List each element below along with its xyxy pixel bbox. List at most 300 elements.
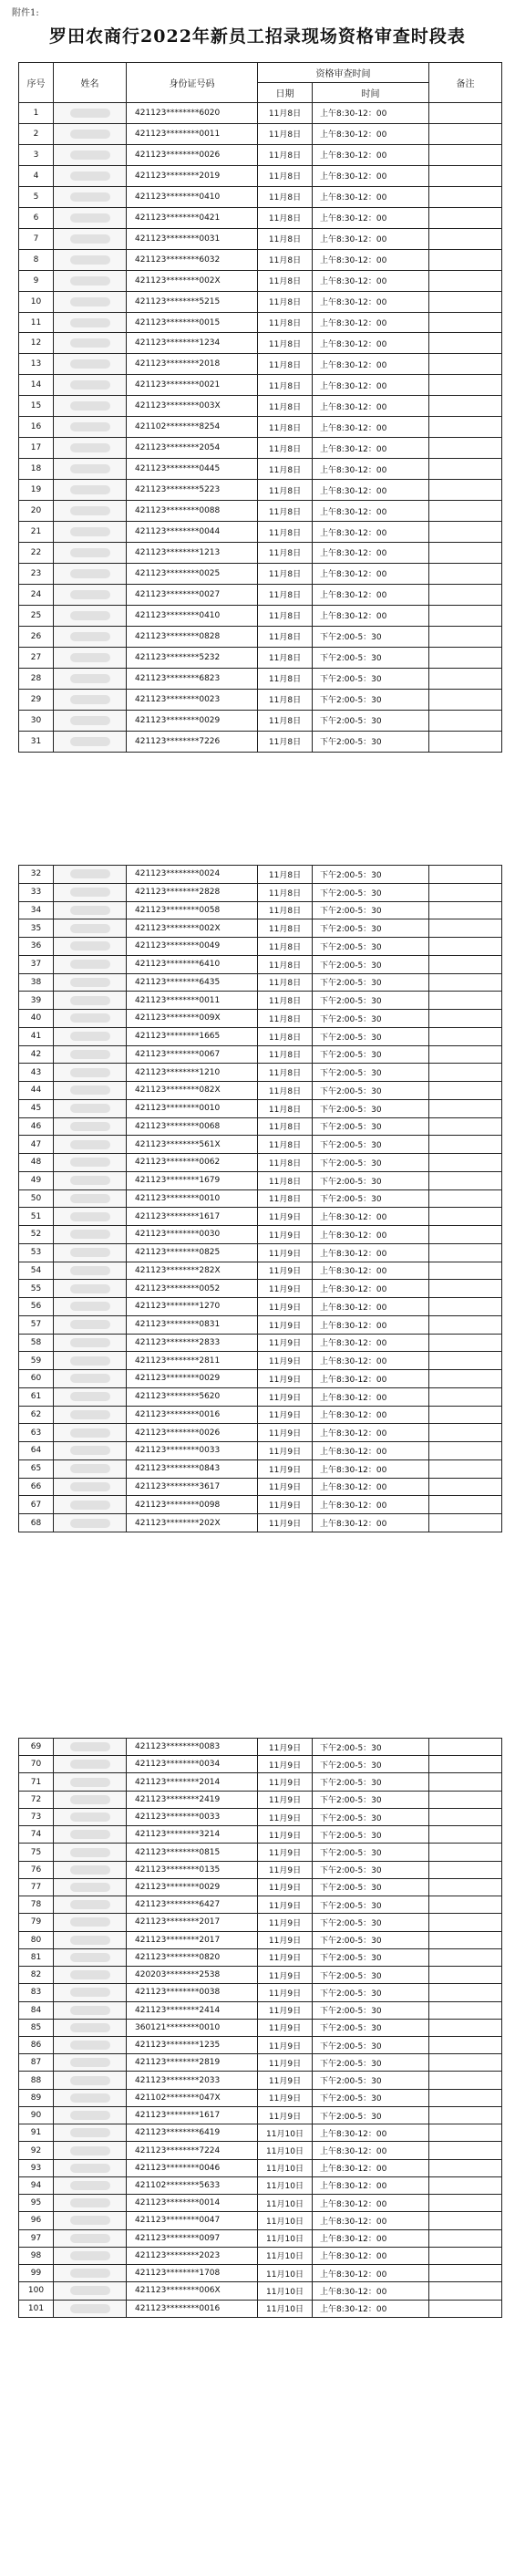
row-date: 11月8日 bbox=[258, 270, 313, 291]
redacted-name-blur bbox=[70, 1356, 110, 1366]
row-name-redacted bbox=[54, 1064, 127, 1082]
row-name-redacted bbox=[54, 543, 127, 564]
row-time: 下午2:00-5：30 bbox=[313, 1826, 429, 1844]
row-name-redacted bbox=[54, 207, 127, 228]
row-seq: 5 bbox=[19, 186, 54, 207]
row-time: 下午2:00-5：30 bbox=[313, 1914, 429, 1931]
row-note bbox=[429, 901, 502, 919]
row-note bbox=[429, 123, 502, 144]
redacted-name-blur bbox=[70, 941, 110, 950]
row-date: 11月9日 bbox=[258, 1496, 313, 1514]
row-name-redacted bbox=[54, 1844, 127, 1861]
row-time: 下午2:00-5：30 bbox=[313, 1791, 429, 1808]
row-date: 11月8日 bbox=[258, 1189, 313, 1208]
row-id-number: 421123********0038 bbox=[127, 1984, 258, 2001]
row-id-number: 421123********009X bbox=[127, 1010, 258, 1028]
table-row bbox=[19, 605, 502, 626]
redacted-name-blur bbox=[70, 401, 110, 410]
row-date: 11月8日 bbox=[258, 919, 313, 938]
table-row bbox=[19, 2019, 502, 2036]
row-id-number: 421123********0033 bbox=[127, 1442, 258, 1460]
row-seq: 1 bbox=[19, 103, 54, 124]
row-name-redacted bbox=[54, 1478, 127, 1496]
row-time: 上午8:30-12：00 bbox=[313, 2229, 429, 2247]
redacted-name-blur bbox=[70, 653, 110, 662]
redacted-name-blur bbox=[70, 611, 110, 620]
row-note bbox=[429, 1027, 502, 1045]
row-note bbox=[429, 563, 502, 584]
row-id-number: 421123********0024 bbox=[127, 866, 258, 884]
redacted-name-blur bbox=[70, 2023, 110, 2032]
row-name-redacted bbox=[54, 1154, 127, 1172]
row-id-number: 421123********0027 bbox=[127, 584, 258, 605]
row-id-number: 421123********5223 bbox=[127, 480, 258, 501]
row-time: 下午2:00-5：30 bbox=[313, 1154, 429, 1172]
row-date: 11月8日 bbox=[258, 973, 313, 992]
table-row bbox=[19, 1442, 502, 1460]
row-seq: 28 bbox=[19, 668, 54, 689]
table-row bbox=[19, 165, 502, 186]
row-time: 下午2:00-5：30 bbox=[313, 1931, 429, 1948]
row-name-redacted bbox=[54, 438, 127, 459]
redacted-name-blur bbox=[70, 1050, 110, 1059]
row-id-number: 421123********6020 bbox=[127, 103, 258, 124]
row-seq: 97 bbox=[19, 2229, 54, 2247]
redacted-name-blur bbox=[70, 674, 110, 683]
row-seq: 70 bbox=[19, 1756, 54, 1773]
table-row bbox=[19, 1791, 502, 1808]
row-time: 下午2:00-5：30 bbox=[313, 973, 429, 992]
row-seq: 24 bbox=[19, 584, 54, 605]
row-date: 11月8日 bbox=[258, 312, 313, 333]
row-seq: 95 bbox=[19, 2195, 54, 2212]
row-note bbox=[429, 1352, 502, 1370]
row-time: 上午8:30-12：00 bbox=[313, 1459, 429, 1478]
row-time: 上午8:30-12：00 bbox=[313, 522, 429, 543]
table-row bbox=[19, 1459, 502, 1478]
table-row bbox=[19, 1756, 502, 1773]
row-seq: 88 bbox=[19, 2072, 54, 2089]
table-row bbox=[19, 375, 502, 396]
table-row bbox=[19, 1280, 502, 1298]
table-row bbox=[19, 522, 502, 543]
table-row bbox=[19, 228, 502, 249]
redacted-name-blur bbox=[70, 2058, 110, 2067]
row-date: 11月10日 bbox=[258, 2282, 313, 2300]
redacted-name-blur bbox=[70, 1032, 110, 1041]
row-note bbox=[429, 1896, 502, 1914]
row-note bbox=[429, 354, 502, 375]
row-name-redacted bbox=[54, 2124, 127, 2142]
row-seq: 49 bbox=[19, 1171, 54, 1189]
table-row bbox=[19, 1739, 502, 1756]
page-title: 罗田农商行2022年新员工招录现场资格审查时段表 bbox=[49, 26, 466, 47]
row-time: 下午2:00-5：30 bbox=[313, 689, 429, 710]
row-name-redacted bbox=[54, 2300, 127, 2317]
row-date: 11月10日 bbox=[258, 2300, 313, 2317]
row-time: 上午8:30-12：00 bbox=[313, 2124, 429, 2142]
table-row bbox=[19, 1914, 502, 1931]
row-date: 11月9日 bbox=[258, 1826, 313, 1844]
redacted-name-blur bbox=[70, 1122, 110, 1131]
redacted-name-blur bbox=[70, 1085, 110, 1095]
row-note bbox=[429, 543, 502, 564]
row-time: 上午8:30-12：00 bbox=[313, 2142, 429, 2159]
row-seq: 58 bbox=[19, 1334, 54, 1352]
redacted-name-blur bbox=[70, 1248, 110, 1257]
redacted-name-blur bbox=[70, 527, 110, 536]
row-seq: 76 bbox=[19, 1861, 54, 1878]
row-date: 11月8日 bbox=[258, 731, 313, 752]
row-name-redacted bbox=[54, 2247, 127, 2264]
row-time: 上午8:30-12：00 bbox=[313, 396, 429, 417]
row-note bbox=[429, 1878, 502, 1896]
row-seq: 68 bbox=[19, 1514, 54, 1532]
row-note bbox=[429, 333, 502, 354]
row-time: 上午8:30-12：00 bbox=[313, 2247, 429, 2264]
schedule-table-page-2 bbox=[18, 865, 502, 1532]
row-note bbox=[429, 1010, 502, 1028]
row-name-redacted bbox=[54, 1117, 127, 1136]
row-id-number: 421123********0014 bbox=[127, 2195, 258, 2212]
row-id-number: 421123********0047 bbox=[127, 2212, 258, 2229]
row-name-redacted bbox=[54, 354, 127, 375]
row-name-redacted bbox=[54, 1262, 127, 1280]
row-date: 11月8日 bbox=[258, 1082, 313, 1100]
row-name-redacted bbox=[54, 1171, 127, 1189]
row-id-number: 421123********0021 bbox=[127, 375, 258, 396]
row-time: 上午8:30-12：00 bbox=[313, 605, 429, 626]
row-id-number: 421123********2828 bbox=[127, 883, 258, 901]
row-seq: 17 bbox=[19, 438, 54, 459]
row-id-number: 421123********2054 bbox=[127, 438, 258, 459]
row-name-redacted bbox=[54, 1298, 127, 1316]
header-id-number: 身份证号码 bbox=[127, 63, 258, 103]
row-name-redacted bbox=[54, 1280, 127, 1298]
row-id-number: 421123********0097 bbox=[127, 2229, 258, 2247]
row-name-redacted bbox=[54, 563, 127, 584]
redacted-name-blur bbox=[70, 1795, 110, 1804]
redacted-name-blur bbox=[70, 1446, 110, 1455]
row-name-redacted bbox=[54, 396, 127, 417]
row-time: 上午8:30-12：00 bbox=[313, 1496, 429, 1514]
row-date: 11月9日 bbox=[258, 1861, 313, 1878]
row-date: 11月8日 bbox=[258, 1136, 313, 1154]
table-row bbox=[19, 647, 502, 668]
row-name-redacted bbox=[54, 1208, 127, 1226]
row-date: 11月8日 bbox=[258, 459, 313, 480]
row-name-redacted bbox=[54, 1756, 127, 1773]
row-name-redacted bbox=[54, 2054, 127, 2072]
row-seq: 45 bbox=[19, 1099, 54, 1117]
table-row bbox=[19, 2036, 502, 2053]
header-review-time: 资格审查时间 bbox=[258, 63, 429, 83]
row-time: 下午2:00-5：30 bbox=[313, 938, 429, 956]
row-date: 11月8日 bbox=[258, 396, 313, 417]
row-note bbox=[429, 522, 502, 543]
row-seq: 7 bbox=[19, 228, 54, 249]
row-name-redacted bbox=[54, 1931, 127, 1948]
row-id-number: 421123********3617 bbox=[127, 1478, 258, 1496]
row-note bbox=[429, 1984, 502, 2001]
row-id-number: 421123********1679 bbox=[127, 1171, 258, 1189]
redacted-name-blur bbox=[70, 1428, 110, 1438]
row-seq: 52 bbox=[19, 1226, 54, 1244]
row-note bbox=[429, 1117, 502, 1136]
row-note bbox=[429, 710, 502, 731]
row-time: 下午2:00-5：30 bbox=[313, 626, 429, 647]
row-note bbox=[429, 2229, 502, 2247]
row-id-number: 421123********6419 bbox=[127, 2124, 258, 2142]
redacted-name-blur bbox=[70, 276, 110, 286]
row-time: 下午2:00-5：30 bbox=[313, 1739, 429, 1756]
row-date: 11月9日 bbox=[258, 1791, 313, 1808]
row-seq: 64 bbox=[19, 1442, 54, 1460]
row-seq: 15 bbox=[19, 396, 54, 417]
redacted-name-blur bbox=[70, 2198, 110, 2207]
row-name-redacted bbox=[54, 165, 127, 186]
row-name-redacted bbox=[54, 2001, 127, 2019]
row-note bbox=[429, 2195, 502, 2212]
table-row bbox=[19, 973, 502, 992]
row-time: 上午8:30-12：00 bbox=[313, 1370, 429, 1388]
table-row bbox=[19, 1931, 502, 1948]
row-id-number: 421123********003X bbox=[127, 396, 258, 417]
row-name-redacted bbox=[54, 186, 127, 207]
row-id-number: 421123********2014 bbox=[127, 1773, 258, 1791]
row-seq: 37 bbox=[19, 955, 54, 973]
row-note bbox=[429, 1478, 502, 1496]
row-name-redacted bbox=[54, 1791, 127, 1808]
row-name-redacted bbox=[54, 144, 127, 165]
table-row bbox=[19, 2195, 502, 2212]
row-note bbox=[429, 1791, 502, 1808]
row-time: 下午2:00-5：30 bbox=[313, 2036, 429, 2053]
row-id-number: 421123********5232 bbox=[127, 647, 258, 668]
row-seq: 22 bbox=[19, 543, 54, 564]
row-time: 下午2:00-5：30 bbox=[313, 1117, 429, 1136]
redacted-name-blur bbox=[70, 1068, 110, 1077]
row-time: 上午8:30-12：00 bbox=[313, 543, 429, 564]
row-time: 上午8:30-12：00 bbox=[313, 103, 429, 124]
row-note bbox=[429, 1189, 502, 1208]
row-name-redacted bbox=[54, 731, 127, 752]
row-date: 11月9日 bbox=[258, 1984, 313, 2001]
row-id-number: 421123********2019 bbox=[127, 165, 258, 186]
row-note bbox=[429, 1406, 502, 1424]
row-seq: 82 bbox=[19, 1967, 54, 1984]
row-seq: 98 bbox=[19, 2247, 54, 2264]
row-note bbox=[429, 291, 502, 312]
table-row bbox=[19, 1844, 502, 1861]
row-name-redacted bbox=[54, 1442, 127, 1460]
redacted-name-blur bbox=[70, 590, 110, 599]
row-note bbox=[429, 480, 502, 501]
row-date: 11月9日 bbox=[258, 1406, 313, 1424]
row-note bbox=[429, 1208, 502, 1226]
row-seq: 91 bbox=[19, 2124, 54, 2142]
row-date: 11月8日 bbox=[258, 144, 313, 165]
row-note bbox=[429, 1773, 502, 1791]
row-id-number: 421123********002X bbox=[127, 270, 258, 291]
redacted-name-blur bbox=[70, 1230, 110, 1239]
row-name-redacted bbox=[54, 522, 127, 543]
table-row bbox=[19, 2124, 502, 2142]
row-date: 11月8日 bbox=[258, 938, 313, 956]
row-id-number: 421123********0831 bbox=[127, 1315, 258, 1334]
row-id-number: 421123********2017 bbox=[127, 1931, 258, 1948]
redacted-name-blur bbox=[70, 1482, 110, 1491]
row-note bbox=[429, 955, 502, 973]
row-date: 11月9日 bbox=[258, 1773, 313, 1791]
table-row bbox=[19, 1773, 502, 1791]
row-id-number: 421123********1617 bbox=[127, 1208, 258, 1226]
row-date: 11月9日 bbox=[258, 1226, 313, 1244]
row-time: 上午8:30-12：00 bbox=[313, 333, 429, 354]
row-note bbox=[429, 1099, 502, 1117]
row-time: 下午2:00-5：30 bbox=[313, 883, 429, 901]
row-name-redacted bbox=[54, 2212, 127, 2229]
table-row bbox=[19, 1064, 502, 1082]
row-id-number: 421123********0046 bbox=[127, 2159, 258, 2176]
row-id-number: 421123********0067 bbox=[127, 1045, 258, 1064]
row-date: 11月10日 bbox=[258, 2124, 313, 2142]
row-id-number: 421123********2833 bbox=[127, 1334, 258, 1352]
redacted-name-blur bbox=[70, 1176, 110, 1185]
row-note bbox=[429, 1931, 502, 1948]
row-time: 下午2:00-5：30 bbox=[313, 1027, 429, 1045]
row-id-number: 421123********0026 bbox=[127, 144, 258, 165]
row-note bbox=[429, 1914, 502, 1931]
row-note bbox=[429, 1459, 502, 1478]
row-time: 下午2:00-5：30 bbox=[313, 668, 429, 689]
redacted-name-blur bbox=[70, 1848, 110, 1857]
redacted-name-blur bbox=[70, 996, 110, 1005]
row-time: 下午2:00-5：30 bbox=[313, 2089, 429, 2106]
row-id-number: 421123********2819 bbox=[127, 2054, 258, 2072]
row-seq: 18 bbox=[19, 459, 54, 480]
row-name-redacted bbox=[54, 1010, 127, 1028]
row-note bbox=[429, 1739, 502, 1756]
row-note bbox=[429, 883, 502, 901]
row-id-number: 421123********2419 bbox=[127, 1791, 258, 1808]
row-seq: 96 bbox=[19, 2212, 54, 2229]
table-row bbox=[19, 2229, 502, 2247]
row-seq: 27 bbox=[19, 647, 54, 668]
row-time: 下午2:00-5：30 bbox=[313, 1808, 429, 1825]
row-name-redacted bbox=[54, 375, 127, 396]
row-time: 下午2:00-5：30 bbox=[313, 1171, 429, 1189]
row-seq: 39 bbox=[19, 992, 54, 1010]
row-id-number: 421123********2018 bbox=[127, 354, 258, 375]
table-row bbox=[19, 2159, 502, 2176]
table-row bbox=[19, 866, 502, 884]
redacted-name-blur bbox=[70, 924, 110, 933]
row-name-redacted bbox=[54, 668, 127, 689]
row-id-number: 421123********2414 bbox=[127, 2001, 258, 2019]
row-time: 下午2:00-5：30 bbox=[313, 1844, 429, 1861]
table-row bbox=[19, 710, 502, 731]
redacted-name-blur bbox=[70, 1410, 110, 1419]
row-date: 11月10日 bbox=[258, 2195, 313, 2212]
redacted-name-blur bbox=[70, 569, 110, 578]
table-row bbox=[19, 1082, 502, 1100]
table-row bbox=[19, 2054, 502, 2072]
row-name-redacted bbox=[54, 901, 127, 919]
row-id-number: 421123********0421 bbox=[127, 207, 258, 228]
row-seq: 50 bbox=[19, 1189, 54, 1208]
row-note bbox=[429, 186, 502, 207]
row-time: 上午8:30-12：00 bbox=[313, 563, 429, 584]
row-name-redacted bbox=[54, 501, 127, 522]
row-id-number: 421123********2017 bbox=[127, 1914, 258, 1931]
row-seq: 74 bbox=[19, 1826, 54, 1844]
row-time: 上午8:30-12：00 bbox=[313, 1243, 429, 1262]
table-row bbox=[19, 1478, 502, 1496]
row-name-redacted bbox=[54, 2176, 127, 2194]
row-note bbox=[429, 919, 502, 938]
redacted-name-blur bbox=[70, 2006, 110, 2015]
row-date: 11月10日 bbox=[258, 2229, 313, 2247]
row-id-number: 421123********0031 bbox=[127, 228, 258, 249]
redacted-name-blur bbox=[70, 506, 110, 515]
table-row bbox=[19, 312, 502, 333]
redacted-name-blur bbox=[70, 213, 110, 223]
row-seq: 10 bbox=[19, 291, 54, 312]
table-row bbox=[19, 417, 502, 438]
row-date: 11月10日 bbox=[258, 2142, 313, 2159]
row-id-number: 421123********0410 bbox=[127, 605, 258, 626]
row-seq: 23 bbox=[19, 563, 54, 584]
row-date: 11月9日 bbox=[258, 1370, 313, 1388]
redacted-name-blur bbox=[70, 192, 110, 202]
table-row bbox=[19, 1967, 502, 1984]
row-name-redacted bbox=[54, 1082, 127, 1100]
row-note bbox=[429, 2282, 502, 2300]
row-seq: 59 bbox=[19, 1352, 54, 1370]
table-row bbox=[19, 1226, 502, 1244]
row-date: 11月8日 bbox=[258, 710, 313, 731]
row-seq: 14 bbox=[19, 375, 54, 396]
redacted-name-blur bbox=[70, 1742, 110, 1751]
row-note bbox=[429, 1262, 502, 1280]
row-time: 上午8:30-12：00 bbox=[313, 1424, 429, 1442]
row-seq: 3 bbox=[19, 144, 54, 165]
table-row bbox=[19, 1334, 502, 1352]
table-row bbox=[19, 689, 502, 710]
row-seq: 80 bbox=[19, 1931, 54, 1948]
table-row bbox=[19, 1514, 502, 1532]
redacted-name-blur bbox=[70, 1013, 110, 1023]
redacted-name-blur bbox=[70, 1320, 110, 1329]
row-id-number: 421123********0030 bbox=[127, 1226, 258, 1244]
row-seq: 30 bbox=[19, 710, 54, 731]
row-date: 11月8日 bbox=[258, 207, 313, 228]
table-row bbox=[19, 1171, 502, 1189]
row-id-number: 421123********7224 bbox=[127, 2142, 258, 2159]
redacted-name-blur bbox=[70, 443, 110, 452]
row-id-number: 421123********1235 bbox=[127, 2036, 258, 2053]
row-name-redacted bbox=[54, 1948, 127, 1966]
redacted-name-blur bbox=[70, 1212, 110, 1221]
row-name-redacted bbox=[54, 333, 127, 354]
row-time: 上午8:30-12：00 bbox=[313, 2282, 429, 2300]
row-name-redacted bbox=[54, 955, 127, 973]
row-note bbox=[429, 2247, 502, 2264]
row-time: 下午2:00-5：30 bbox=[313, 1010, 429, 1028]
row-name-redacted bbox=[54, 480, 127, 501]
row-date: 11月8日 bbox=[258, 522, 313, 543]
